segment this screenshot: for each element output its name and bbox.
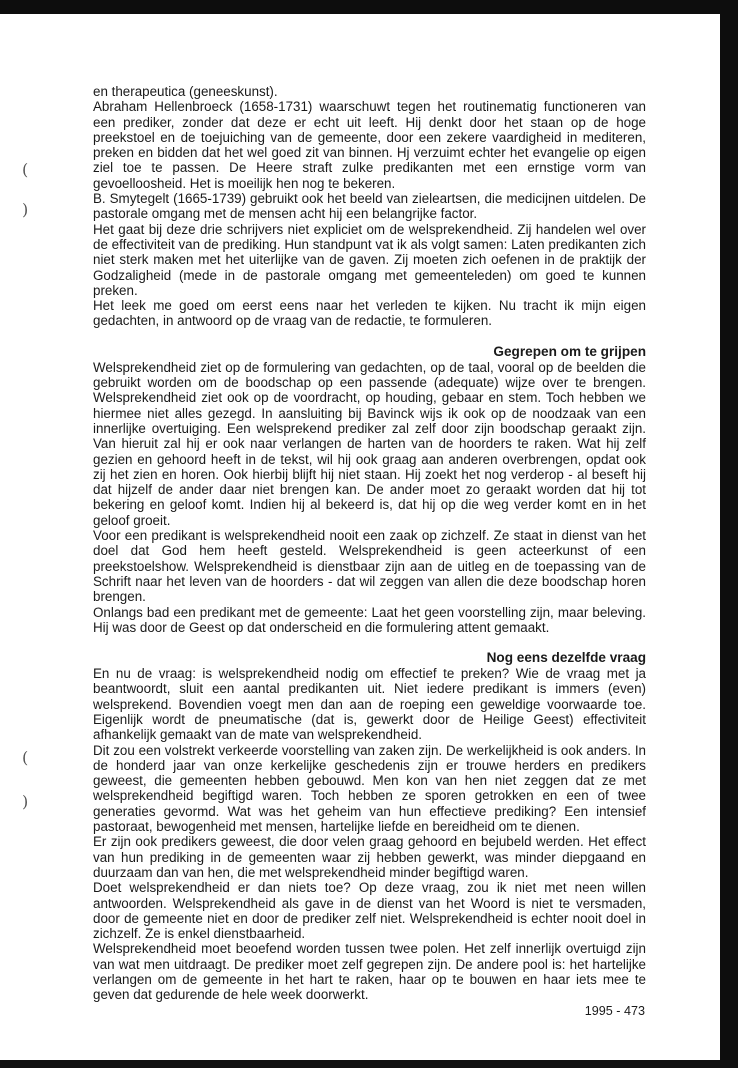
- paragraph: Dit zou een volstrekt verkeerde voorstelling van zaken zijn. De werkelijkheid is ook anders. In de honderd jaar van onze kerkelijke geschedenis zijn er trouwe herders en predikers geweest, die gemeenten hebben gebouwd. Men kon van hen niet zeggen dat ze met welsprekendheid begiftigd waren. Toch hebben ze sporen getrokken en een of twee generaties gevormd. Wat was het geheim van hun effectieve prediking? Een intensief pastoraat, bewogenheid met mensen, hartelijke liefde en bereidheid om te dienen.: [93, 742, 646, 835]
- paragraph: Abraham Hellenbroeck (1658-1731) waarschuwt tegen het routinematig functioneren van een prediker, zonder dat deze er echt uit leeft. Hij denkt door het staan op de hoge preekstoel en de toejuiching van de gemeente, door een zekere vaardigheid in mediteren, preken en bidden dat het wel goed zit van binnen. Hj verzuimt echter het evangelie op eigen ziel toe te passen. De Heere straft zulke predikanten met een ernstige vorm van gevoelloosheid. Het is moeilijk hen nog te bekeren.: [93, 99, 646, 191]
- section-heading: Gegrepen om te grijpen: [493, 343, 646, 359]
- paragraph: Het gaat bij deze drie schrijvers niet expliciet om de welsprekendheid. Zij handelen wel over de effectiviteit van de prediking. Hun standpunt vat ik als volgt samen: Laten predikanten zich niet sterk maken met het uiterlijke van de gaven. Zij moeten zich oefenen in de praktijk der Godzaligheid (mede in de pastorale omgang met gemeenteleden) om goed te kunnen preken.: [93, 221, 646, 298]
- paragraph: Welsprekendheid moet beoefend worden tussen twee polen. Het zelf innerlijk overtuigd zijn van wat men uitdraagt. De prediker moet zelf gegrepen zijn. De andere pool is: het hartelijke verlangen om de gemeente in het hart te raken, haar op te bouwen en haar iets mee te geven dat gedurende de hele week doorwerkt.: [93, 941, 646, 1003]
- binding-hole-mark: ): [22, 200, 29, 219]
- paragraph: Er zijn ook predikers geweest, die door velen graag gehoord en bejubeld werden. Het effect van hun prediking in de gemeenten waar zij hebben gewerkt, was minder diepgaand en duurzaam dan van hen, die met welsprekendheid minder begiftigd waren.: [93, 834, 646, 880]
- paragraph: Doet welsprekendheid er dan niets toe? Op deze vraag, zou ik niet met neen willen antwoorden. Welsprekendheid als gave in de dienst van het Woord is niet te versmaden, door de gemeente niet en door de prediker zelf niet. Welsprekendheid is echter nooit doel in zichzelf. Ze is enkel dienstbaarheid.: [93, 880, 646, 942]
- scan-border-bottom: [0, 1060, 738, 1068]
- binding-hole-mark: ): [22, 792, 29, 811]
- paragraph: B. Smytegelt (1665-1739) gebruikt ook het beeld van zieleartsen, die medicijnen uitdelen. De pastorale omgang met de mensen acht hij een belangrijke factor.: [93, 191, 646, 222]
- page-number: 1995 - 473: [584, 1004, 645, 1018]
- paragraph: Onlangs bad een predikant met de gemeente: Laat het geen voorstelling zijn, maar beleving. Hij was door de Geest op dat onderscheid en die formulering attent gemaakt.: [93, 604, 646, 635]
- paragraph: En nu de vraag: is welsprekendheid nodig om effectief te preken? Wie de vraag met ja beantwoordt, sluit een aantal predikanten uit. Niet iedere predikant is immers (even) welsprekend. Bovendien voegt men dan aan de roeping een geweldige voorwaarde toe. Eigenlijk wordt de pneumatische (dat is, gewerkt door de Heilige Geest) effectiviteit afhankelijk gemaakt van de mate van welsprekendheid.: [93, 666, 646, 743]
- paragraph: Welsprekendheid ziet op de formulering van gedachten, op de taal, vooral op de beelden die gebruikt worden om de boodschap op een passende (adequate) wijze over te brengen. Welsprekendheid ziet ook op de voordracht, op houding, gebaar en stem. Toch hebben we hiermee niet alles gezegd. In aansluiting bij Bavinck wijs ik ook op de noodzaak van een innerlijke overtuiging. Een welsprekend prediker zal zelf door zijn boodschap geraakt zijn. Van hieruit zal hij er ook naar verlangen de harten van de hoorders te raken. Wat hij zelf gezien en gehoord heeft in de tekst, wil hij ook graag aan anderen overbrengen, opdat ook zij het zien en horen. Ook hierbij blijft hij niet staan. Hij zoekt het nog verderop - al beseft hij dat hijzelf de ander daar niet brengen kan. De ander moet zo geraakt worden dat hij tot bekering en geloof komt. Indien hij al bekeerd is, dat hij op die weg verder komt en in het geloof groeit.: [93, 359, 646, 528]
- paragraph: en therapeutica (geneeskunst).: [93, 84, 278, 99]
- scan-border-right: [720, 0, 738, 1068]
- paragraph: Voor een predikant is welsprekendheid nooit een zaak op zichzelf. Ze staat in dienst van het doel dat God hem heeft gesteld. Welsprekendheid is geen acteerkunst of een preekstoelshow. Welsprekendheid is dienstbaar zijn aan de uitleg en de toepassing van de Schrift naar het leven van de hoorders - dat wil zeggen van allen die deze boodschap horen brengen.: [93, 528, 646, 605]
- section-heading: Nog eens dezelfde vraag: [486, 650, 646, 666]
- article-body: [93, 84, 646, 1003]
- scan-border-top: [0, 0, 738, 14]
- binding-hole-mark: (: [22, 160, 29, 179]
- binding-hole-mark: (: [22, 748, 29, 767]
- paragraph: Het leek me goed om eerst eens naar het verleden te kijken. Nu tracht ik mijn eigen gedachten, in antwoord op de vraag van de redactie, te formuleren.: [93, 298, 646, 329]
